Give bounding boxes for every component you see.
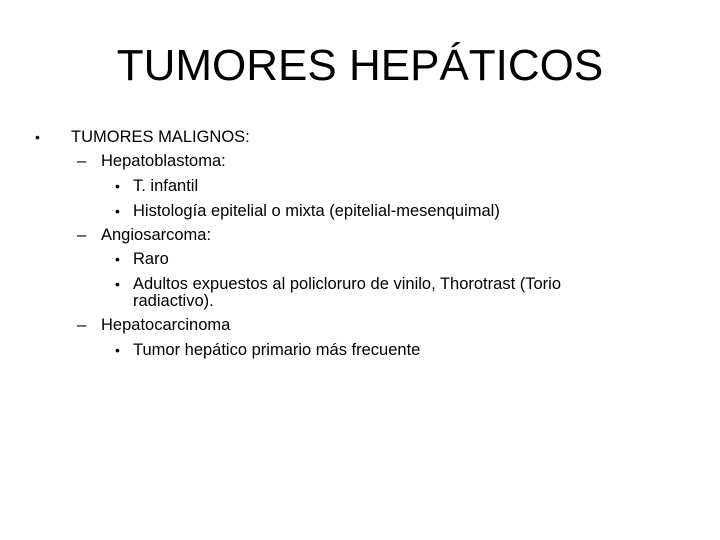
sub-bullet: • bbox=[115, 178, 120, 194]
slide-title: TUMORES HEPÁTICOS bbox=[116, 41, 604, 90]
section-dash: – bbox=[77, 226, 87, 244]
sub-item-text: Raro bbox=[133, 250, 169, 268]
sub-bullet: • bbox=[115, 251, 120, 267]
sub-bullet: • bbox=[115, 203, 120, 219]
sub-item-text: Tumor hepático primario más frecuente bbox=[133, 341, 421, 359]
sub-item-text: Histología epitelial o mixta (epitelial-mesenquimal) bbox=[133, 202, 500, 220]
level1-bullet: • bbox=[35, 129, 40, 145]
section-heading: Hepatoblastoma: bbox=[101, 152, 226, 170]
section-heading: Hepatocarcinoma bbox=[101, 316, 231, 334]
sub-bullet: • bbox=[115, 342, 120, 358]
section-dash: – bbox=[77, 316, 87, 334]
section-heading: Angiosarcoma: bbox=[101, 226, 212, 244]
sub-item-continuation: radiactivo). bbox=[133, 292, 214, 310]
sub-item-text: T. infantil bbox=[133, 177, 199, 195]
sub-bullet: • bbox=[115, 276, 120, 292]
section-dash: – bbox=[77, 152, 87, 170]
sub-item-text: Adultos expuestos al policloruro de vinilo, Thorotrast (Torio bbox=[133, 275, 561, 293]
level1-text: TUMORES MALIGNOS: bbox=[71, 128, 250, 146]
